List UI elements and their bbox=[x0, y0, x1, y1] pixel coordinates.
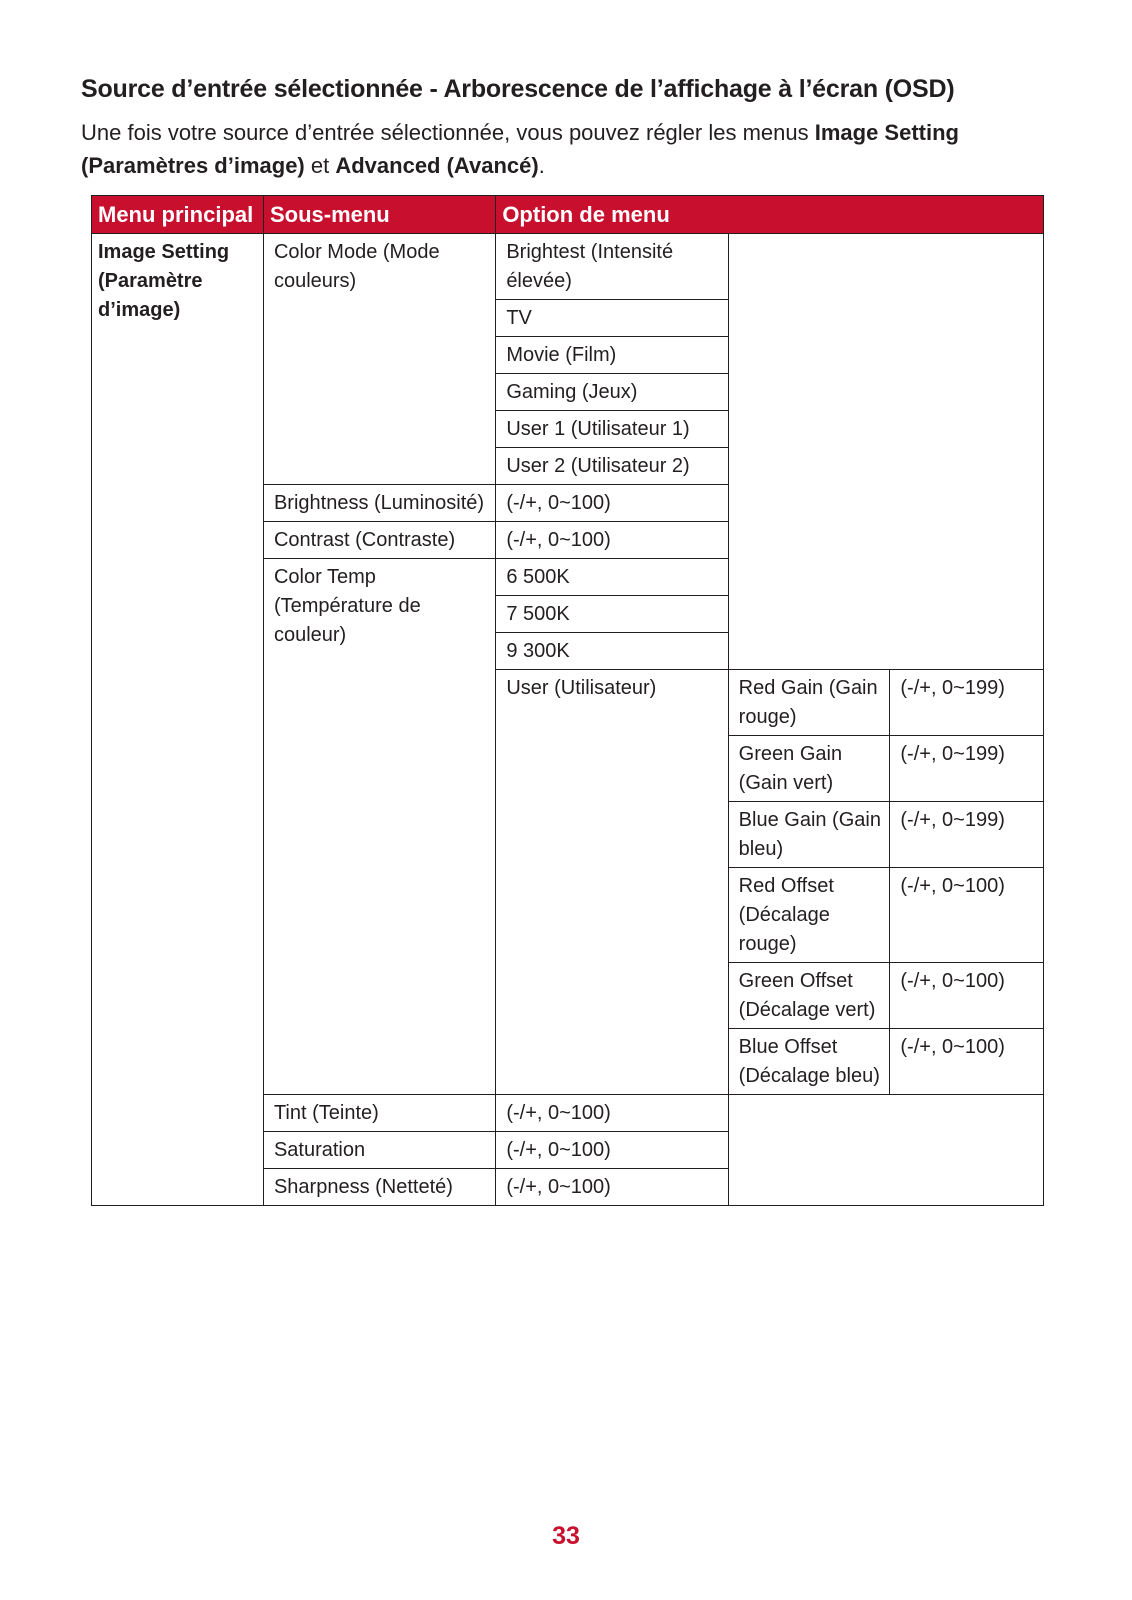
page-title: Source d’entrée sélectionnée - Arborescence de l’affichage à l’écran (OSD) bbox=[81, 75, 955, 103]
intro-period: . bbox=[538, 153, 545, 178]
green-offset-range: (-/+, 0~100) bbox=[890, 963, 1044, 1029]
sharpness-range: (-/+, 0~100) bbox=[496, 1169, 728, 1206]
option-9300k: 9 300K bbox=[496, 633, 728, 670]
osd-tree-table bbox=[91, 195, 1044, 1206]
header-main-menu: Menu principal bbox=[92, 196, 264, 234]
setting-blue-offset: Blue Offset (Décalage bleu) bbox=[728, 1029, 890, 1095]
table-header-row bbox=[92, 196, 1044, 234]
option-movie: Movie (Film) bbox=[496, 337, 728, 374]
option-7500k: 7 500K bbox=[496, 596, 728, 633]
intro-image-setting: Image Setting (Paramètres d’image) bbox=[81, 120, 959, 178]
setting-red-gain: Red Gain (Gain rouge) bbox=[728, 670, 890, 736]
option-gaming: Gaming (Jeux) bbox=[496, 374, 728, 411]
option-tv: TV bbox=[496, 300, 728, 337]
intro-text-and: et bbox=[304, 153, 336, 178]
submenu-color-mode: Color Mode (Mode couleurs) bbox=[263, 234, 495, 485]
option-user-1: User 1 (Utilisateur 1) bbox=[496, 411, 728, 448]
submenu-brightness: Brightness (Luminosité) bbox=[263, 485, 495, 522]
saturation-range: (-/+, 0~100) bbox=[496, 1132, 728, 1169]
submenu-tint: Tint (Teinte) bbox=[263, 1095, 495, 1132]
setting-green-gain: Green Gain (Gain vert) bbox=[728, 736, 890, 802]
red-gain-range: (-/+, 0~199) bbox=[890, 670, 1044, 736]
green-gain-range: (-/+, 0~199) bbox=[890, 736, 1044, 802]
tint-range: (-/+, 0~100) bbox=[496, 1095, 728, 1132]
intro-text: Une fois votre source d’entrée sélectionnée, vous pouvez régler les menus bbox=[81, 120, 815, 145]
submenu-sharpness: Sharpness (Netteté) bbox=[263, 1169, 495, 1206]
table-row bbox=[92, 234, 1044, 300]
blue-offset-range: (-/+, 0~100) bbox=[890, 1029, 1044, 1095]
contrast-range: (-/+, 0~100) bbox=[496, 522, 728, 559]
submenu-color-temp: Color Temp (Température de couleur) bbox=[263, 559, 495, 1095]
header-submenu: Sous-menu bbox=[263, 196, 495, 234]
header-menu-option: Option de menu bbox=[496, 196, 1044, 234]
option-user-2: User 2 (Utilisateur 2) bbox=[496, 448, 728, 485]
option-user: User (Utilisateur) bbox=[496, 670, 728, 1095]
submenu-contrast: Contrast (Contraste) bbox=[263, 522, 495, 559]
setting-blue-gain: Blue Gain (Gain bleu) bbox=[728, 802, 890, 868]
setting-red-offset: Red Offset (Décalage rouge) bbox=[728, 868, 890, 963]
brightness-range: (-/+, 0~100) bbox=[496, 485, 728, 522]
blue-gain-range: (-/+, 0~199) bbox=[890, 802, 1044, 868]
main-menu-image-setting: Image Setting (Paramètre d’image) bbox=[92, 234, 264, 1206]
option-brightest: Brightest (Intensité élevée) bbox=[496, 234, 728, 300]
intro-advanced: Advanced (Avancé) bbox=[335, 153, 539, 178]
red-offset-range: (-/+, 0~100) bbox=[890, 868, 1044, 963]
empty-cell bbox=[728, 1095, 1043, 1206]
page-number: 33 bbox=[552, 1522, 580, 1550]
option-6500k: 6 500K bbox=[496, 559, 728, 596]
submenu-saturation: Saturation bbox=[263, 1132, 495, 1169]
setting-green-offset: Green Offset (Décalage vert) bbox=[728, 963, 890, 1029]
intro-paragraph bbox=[81, 116, 1061, 182]
empty-cell bbox=[728, 234, 1043, 670]
